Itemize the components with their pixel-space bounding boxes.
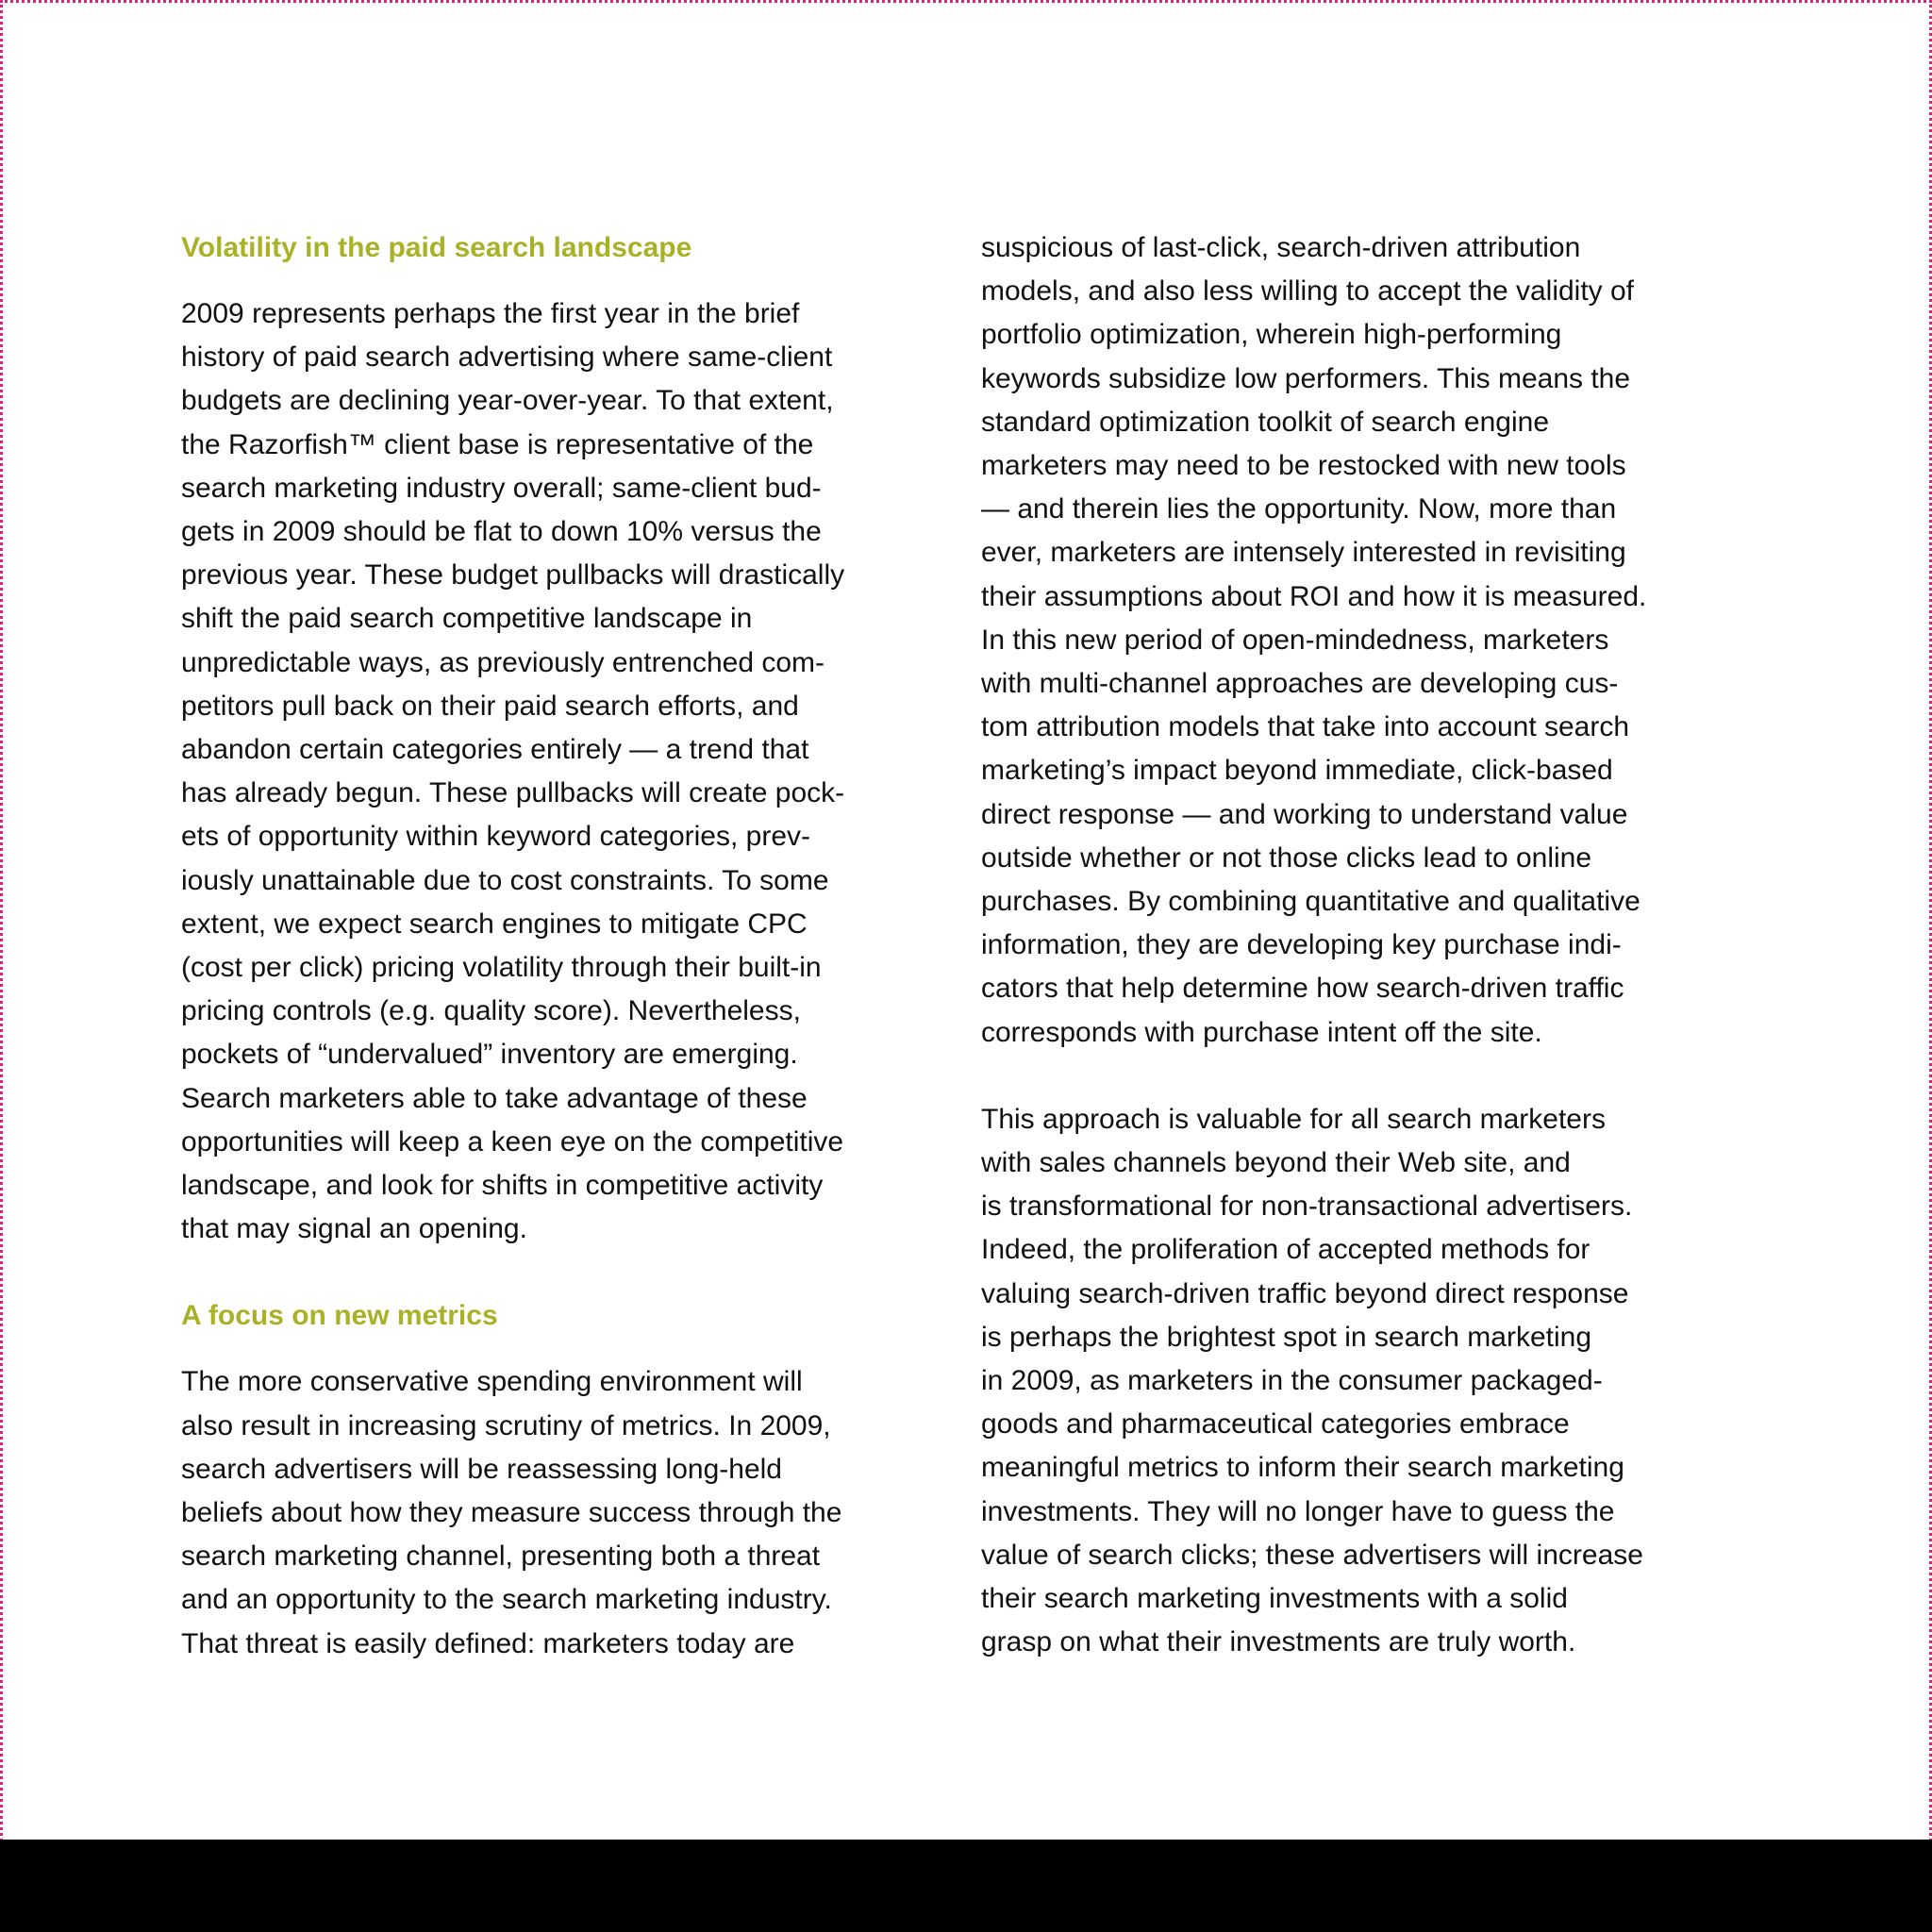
- right-column: [981, 226, 1726, 1665]
- paragraph-volatility: 2009 represents perhaps the first year in the brief history of paid search advertising where same-client budgets are declining year-over-year. To that extent, the Razorfish™ client base is representative of the search marketing industry overall; same-client bud- gets in 2009 should be flat to down 10% versus the previous year. These budget pullbacks will drastically shift the paid search competitive landscape in unpredictable ways, as previously entrenched com- petitors pull back on their paid search efforts, and abandon certain categories entirely — a trend that has already begun. These pullbacks will create pock- ets of opportunity within keyword categories, prev- iously unattainable due to cost constraints. To some extent, we expect search engines to mitigate CPC (cost per click) pricing volatility through their built-in pricing controls (e.g. quality score). Nevertheless, pockets of “undervalued” inventory are emerging. Search marketers able to take advantage of these opportunities will keep a keen eye on the competitive landscape, and look for shifts in competitive activity that may signal an opening.: [181, 298, 845, 1245]
- section-heading-new-metrics: A focus on new metrics: [181, 1300, 498, 1332]
- left-column: [181, 226, 926, 1666]
- paragraph-approach: This approach is valuable for all search marketers with sales channels beyond their Web site, and is transformational for non-transactional advertisers. Indeed, the proliferation of accepted methods for valuing search-driven traffic beyond direct response is perhaps the brightest spot in search marketing in 2009, as marketers in the consumer packaged- goods and pharmaceutical categories embrace meaningful metrics to inform their search marketing investments. They will no longer have to guess the value of search clicks; these advertisers will increase their search marketing investments with a solid grasp on what their investments are truly worth.: [981, 1103, 1643, 1658]
- footer-bar: [0, 1840, 1932, 1932]
- section-heading-volatility: Volatility in the paid search landscape: [181, 232, 692, 263]
- paragraph-attribution: suspicious of last-click, search-driven attribution models, and also less willing to accept the validity of portfolio optimization, wherein high-performing keywords subsidize low performers. This means the standard optimization toolkit of search engine marketers may need to be restocked with new tools — and therein lies the opportunity. Now, more than ever, marketers are intensely interested in revisiting their assumptions about ROI and how it is measured. In this new period of open-mindedness, marketers with multi-channel approaches are developing cus- tom attribution models that take into account search marketing’s impact beyond immediate, click-based direct response — and working to understand value outside whether or not those clicks lead to online purchases. By combining quantitative and qualitative information, they are developing key purchase indi- cators that help determine how search-driven traffic corresponds with purchase intent off the site.: [981, 232, 1647, 1048]
- paragraph-new-metrics: The more conservative spending environment will also result in increasing scrutiny of metrics. In 2009, search advertisers will be reassessing long-held beliefs about how they measure success through the search marketing channel, presenting both a threat and an opportunity to the search marketing industry. That threat is easily defined: marketers today are: [181, 1366, 842, 1659]
